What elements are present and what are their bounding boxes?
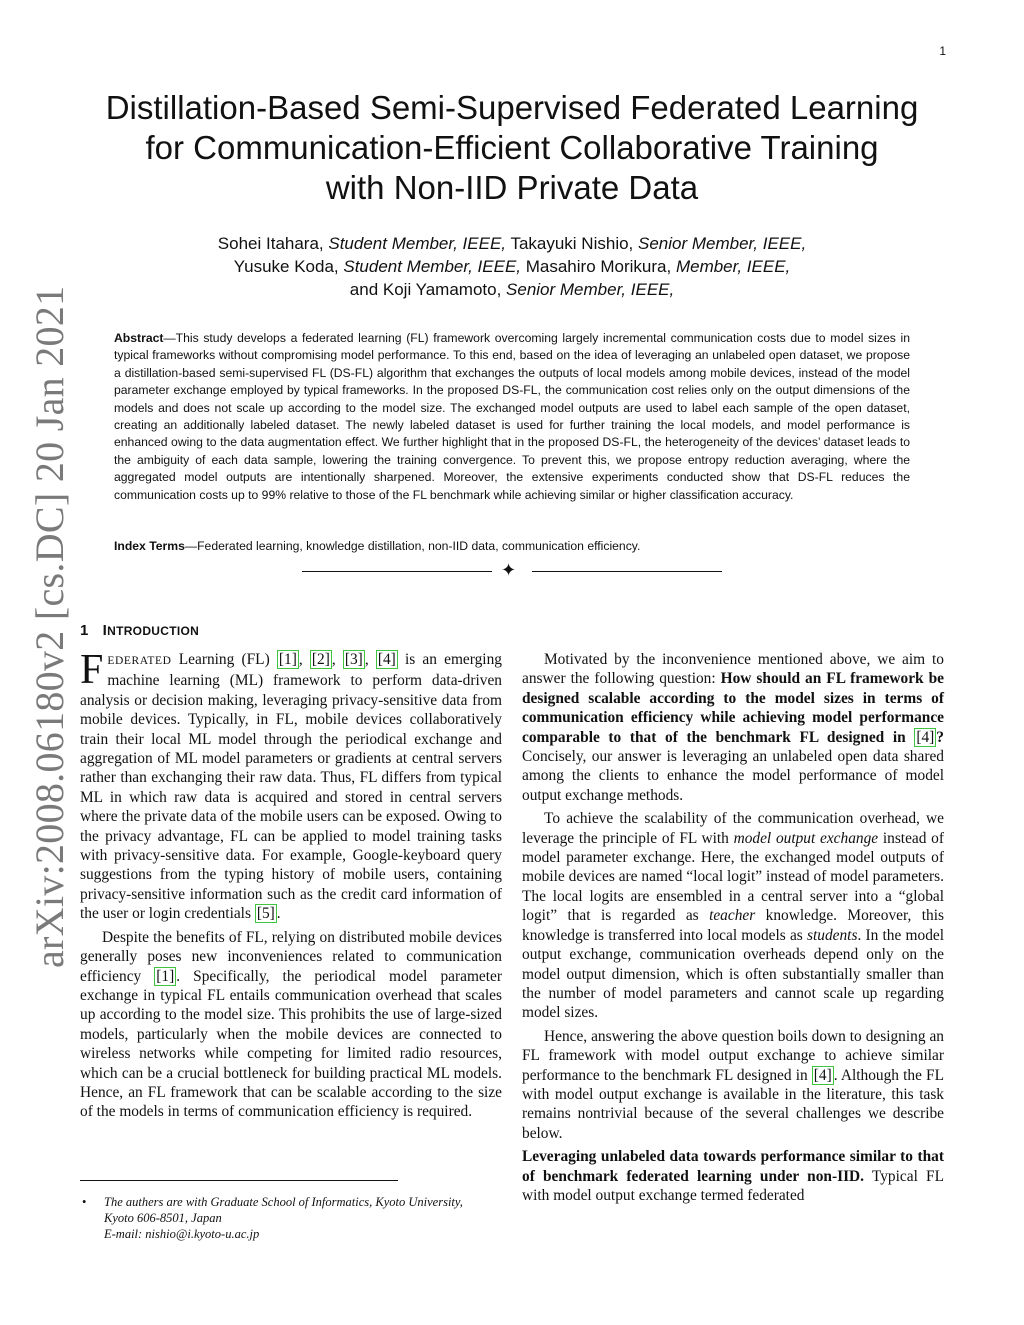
author-list [80, 232, 944, 301]
abstract-text: —This study develops a federated learning (FL) framework overcoming largely incremental communication costs due to model sizes in typical frameworks without compromising model performance. To this end, based on the idea of leveraging an unlabeled open dataset, we propose a distillation-based semi-supervised FL (DS-FL) algorithm that exchanges the outputs of local models among mobile devices, instead of the model parameter exchange employed by typical frameworks. In the proposed DS-FL, the communication cost relies only on the output dimensions of the models and does not scale up according to the model size. The exchanged model outputs are used to label each sample of the open dataset, creating an additionally labeled dataset. The newly labeled dataset is used for further training the local models, and model performance is enhanced owing to the data augmentation effect. We further highlight that in the proposed DS-FL, the heterogeneity of the devices’ dataset leads to the ambiguity of each data sample, lowering the training convergence. To prevent this, we propose entropy reduction averaging, where the aggregated model outputs are intentionally sharpened. Moreover, the extensive experiments conducted show that DS-FL reduces the communication costs up to 99% relative to those of the FL benchmark while achieving similar or higher classification accuracy. [114, 331, 910, 502]
author-name: and Koji Yamamoto, [349, 280, 507, 299]
drop-cap: F [80, 647, 104, 693]
title-line-1: Distillation-Based Semi-Supervised Federated Learning [105, 89, 919, 126]
citation-link[interactable]: [4] [377, 651, 396, 668]
text-span: Concisely, our answer is leveraging an unlabeled open data shared among the clients to enhance the model performance of model output exchange methods. [522, 748, 944, 804]
page-number: 1 [939, 44, 946, 58]
paragraph [522, 650, 944, 805]
author-line-2 [80, 255, 944, 278]
footnote-line: Kyoto 606-8501, Japan [104, 1211, 222, 1225]
emphasis: model output exchange [733, 829, 879, 847]
abstract [114, 330, 910, 504]
author-name: Yusuke Koda, [233, 257, 344, 276]
footnote-rule [80, 1180, 398, 1181]
index-terms-text: —Federated learning, knowledge distillation, non-IID data, communication efficiency. [184, 539, 641, 553]
right-column [522, 650, 944, 1209]
text-span: instead of model parameter exchange. Here, the exchanged model outputs of mobile devices are named “local logit” instead of model parameters. The local logits are ensembled in a central server into a “global logit” that is regarded as [522, 829, 944, 925]
citation-link[interactable]: [4] [813, 1066, 832, 1084]
text-span: Despite the benefits of FL, relying on distributed mobile devices generally poses new inconveniences related to communication efficiency [80, 928, 502, 985]
author-role: Student Member, IEEE, [343, 257, 522, 276]
paragraph [522, 1147, 944, 1205]
section-title-rest: NTRODUCTION [107, 624, 200, 638]
text-span: Motivated by the inconvenience mentioned above, we aim to answer the following question: [522, 651, 944, 688]
research-question: How should an FL framework be designed scalable according to the model sizes in terms of communication efficiency while achieving model performance comparable to that of the benchmark FL designed in [522, 670, 944, 746]
citation-link[interactable]: [1] [156, 967, 175, 985]
paragraph [522, 1027, 944, 1143]
author-role: Senior Member, IEEE, [506, 280, 675, 299]
title-line-3: with Non-IID Private Data [325, 169, 699, 206]
author-name: Sohei Itahara, [217, 234, 329, 253]
paragraph [80, 928, 502, 1122]
author-line-3 [80, 278, 944, 301]
section-number: 1 [80, 622, 89, 639]
author-name: Takayuki Nishio, [506, 234, 638, 253]
section-heading-introduction [80, 622, 199, 639]
author-name: Masahiro Morikura, [521, 257, 676, 276]
text-span: To achieve the scalability of the communication overhead, we leverage the principle of FL with [522, 810, 944, 847]
footnote [80, 1194, 510, 1242]
small-caps-word: EDERATED [107, 655, 172, 667]
author-role: Senior Member, IEEE, [638, 234, 807, 253]
index-terms [114, 538, 910, 555]
paragraph: FEDERATED Learning (FL) [1] , [2] , [3] , [4] is an emerging machine learning (ML) framework to perform data-driven analysis or decision making, leveraging privacy-sensitive data from mobile devices. Typically, in FL, mobile devices collaboratively train their local ML model through the periodical exchange and aggregation of ML model parameters or gradients at central servers rather than exchanging their raw data. Thus, FL differs from typical ML in which raw data is acquired and stored in central servers where the private data of the mobile users can be exposed. Owing to the privacy advantage, FL can be applied to model training tasks with privacy-sensitive data. For example, Google-keyboard query suggestions from the typing history of mobile users, containing privacy-sensitive information such as the credit card information of the user or login credentials [5] . [80, 647, 502, 923]
text-span: is an emerging machine learning (ML) framework to perform data-driven analysis or decision making, leveraging privacy-sensitive data from mobile devices. Typically, in FL, mobile devices collaboratively train their local ML model through the periodical exchange and aggregation of ML model parameters or gradients at central servers rather than exchanging their raw data. Thus, FL differs from typical ML in which raw data is acquired and stored in central servers where the private data of the mobile users can be exposed. Owing to the privacy advantage, FL can be applied to model training tasks with privacy-sensitive data. For example, Google-keyboard query suggestions from the typing history of mobile users, containing privacy-sensitive information such as the credit card information of the user or login credentials [80, 651, 502, 923]
text-span: . [276, 905, 281, 923]
left-column [80, 647, 502, 1126]
author-role: Member, IEEE, [675, 257, 791, 276]
citation-link[interactable]: [2] [311, 651, 330, 668]
text-span: ? [936, 728, 944, 746]
section-divider [302, 562, 722, 582]
citation-link[interactable]: [4] [916, 728, 935, 746]
text-span: Typical FL with model output exchange termed federated [522, 1167, 944, 1204]
divider-star-icon: ✦ [501, 560, 517, 580]
emphasis: teacher [709, 907, 756, 925]
emphasis: students [807, 926, 858, 944]
paper-title [80, 88, 944, 208]
divider-rule-left [302, 571, 492, 572]
citation-link[interactable]: [1] [278, 651, 297, 668]
paragraph [522, 809, 944, 1022]
text-span: Learning (FL) [171, 651, 277, 668]
author-role: Student Member, IEEE, [328, 234, 507, 253]
arxiv-identifier-stamp: arXiv:2008.06180v2 [cs.DC] 20 Jan 2021 [27, 285, 72, 968]
paragraph-heading: Leveraging unlabeled data towards performance similar to that of benchmark federated learning under non-IID. [522, 1148, 944, 1185]
footnote-email: E-mail: nishio@i.kyoto-u.ac.jp [104, 1227, 260, 1241]
text-span: . Specifically, the periodical model parameter exchange in typical FL entails communication overhead that scales up according to the model size. This prohibits the use of large-sized models, particularly when the mobile devices are connected to wireless networks while competing for limited radio resources, which can be a crucial bottleneck for building practical ML models. Hence, an FL framework that can be scalable according to the size of the models in terms of communication efficiency is required. [80, 967, 502, 1121]
title-line-2: for Communication-Efficient Collaborative Training [145, 129, 879, 166]
text-span: . Although the FL with model output exchange is available in the literature, this task remains nontrivial because of the several challenges we describe below. [522, 1066, 945, 1142]
footnote-body [104, 1194, 510, 1242]
citation-link[interactable]: [5] [256, 905, 275, 923]
index-terms-label: Index Terms [114, 539, 185, 553]
divider-rule-right [532, 571, 722, 572]
section-title-initial: I [102, 622, 108, 639]
footnote-line: The authers are with Graduate School of Informatics, Kyoto University, [104, 1195, 463, 1209]
text-span: knowledge. Moreover, this knowledge is transferred into local models as [522, 907, 944, 944]
author-line-1 [80, 232, 944, 255]
citation-link[interactable]: [3] [344, 651, 363, 668]
footnote-bullet: • [82, 1195, 87, 1209]
text-span: . In the model output exchange, communication overheads depend only on the model output dimension, which is often substantially smaller than the number of model parameters and cannot scale up regarding model sizes. [522, 926, 944, 1022]
abstract-label: Abstract [114, 331, 164, 345]
text-span: Hence, answering the above question boils down to designing an FL framework with model output exchange to achieve similar performance to the benchmark FL designed in [522, 1027, 944, 1084]
